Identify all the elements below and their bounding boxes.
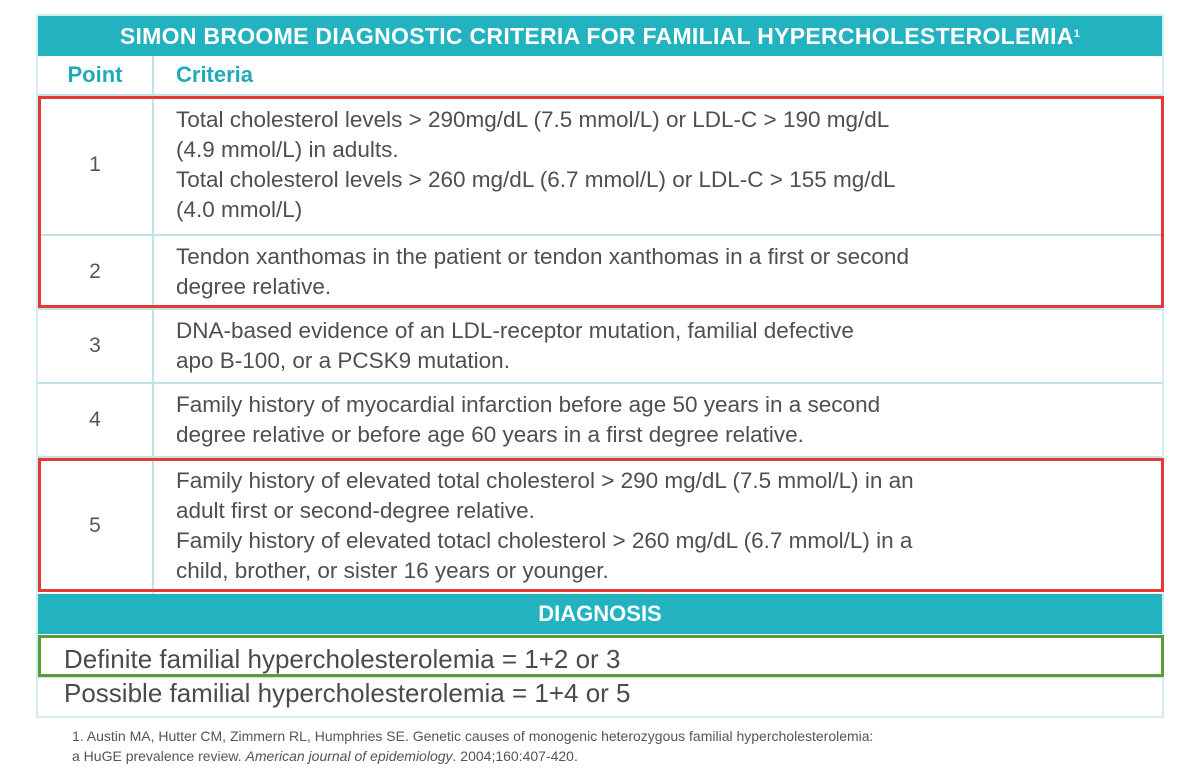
table-row <box>38 310 1162 384</box>
row-point: 4 <box>38 384 154 456</box>
criteria-line: degree relative. <box>176 274 332 299</box>
table-title-text: SIMON BROOME DIAGNOSTIC CRITERIA FOR FAMILIAL HYPERCHOLESTEROLEMIA <box>119 22 1074 49</box>
header-criteria: Criteria <box>176 62 254 87</box>
criteria-line: (4.0 mmol/L) <box>176 197 303 222</box>
row-criteria <box>154 96 896 234</box>
criteria-line: adult first or second-degree relative. <box>176 498 535 523</box>
reference-footnote <box>72 726 873 766</box>
header-point: Point <box>38 56 154 94</box>
row-point: 1 <box>38 96 154 234</box>
footnote-line-1: 1. Austin MA, Hutter CM, Zimmern RL, Humphries SE. Genetic causes of monogenic heterozygous familial hypercholesterolemia: <box>72 728 874 744</box>
diagnosis-definite: Definite familial hypercholesterolemia = 1+2 or 3 <box>64 644 621 674</box>
row-criteria <box>154 310 854 382</box>
table-row <box>38 458 1162 594</box>
footnote-line-2 <box>72 746 873 766</box>
criteria-line: Family history of elevated totacl cholesterol > 260 mg/dL (6.7 mmol/L) in a <box>176 528 913 553</box>
footnote-line-2-text: a HuGE prevalence review. <box>72 748 246 764</box>
table-header-row <box>38 56 1162 96</box>
table-row <box>38 96 1162 236</box>
footnote-citation-tail: . 2004;160:407-420. <box>452 748 578 764</box>
criteria-line: Total cholesterol levels > 260 mg/dL (6.7 mmol/L) or LDL-C > 155 mg/dL <box>176 167 896 192</box>
criteria-line: Tendon xanthomas in the patient or tendon xanthomas in a first or second <box>176 244 909 269</box>
diagnosis-heading: DIAGNOSIS <box>38 594 1162 634</box>
diagnosis-possible: Possible familial hypercholesterolemia = 1+4 or 5 <box>64 678 631 708</box>
row-point: 5 <box>38 458 154 594</box>
criteria-line: (4.9 mmol/L) in adults. <box>176 137 399 162</box>
table-row <box>38 384 1162 458</box>
criteria-line: DNA-based evidence of an LDL-receptor mutation, familial defective <box>176 318 854 343</box>
row-criteria <box>154 458 914 594</box>
row-criteria <box>154 384 880 456</box>
row-point: 3 <box>38 310 154 382</box>
criteria-line: degree relative or before age 60 years in a first degree relative. <box>176 422 804 447</box>
table-title <box>38 16 1162 56</box>
criteria-line: Total cholesterol levels > 290mg/dL (7.5 mmol/L) or LDL-C > 190 mg/dL <box>176 107 890 132</box>
footnote-journal: American journal of epidemiology <box>245 748 453 764</box>
row-criteria <box>154 236 909 308</box>
title-reference-mark: 1 <box>1073 28 1081 40</box>
criteria-line: child, brother, or sister 16 years or younger. <box>176 558 609 583</box>
row-point: 2 <box>38 236 154 308</box>
criteria-line: Family history of elevated total cholesterol > 290 mg/dL (7.5 mmol/L) in an <box>176 468 914 493</box>
table-row <box>38 236 1162 310</box>
criteria-line: Family history of myocardial infarction before age 50 years in a second <box>176 392 881 417</box>
criteria-line: apo B-100, or a PCSK9 mutation. <box>176 348 510 373</box>
